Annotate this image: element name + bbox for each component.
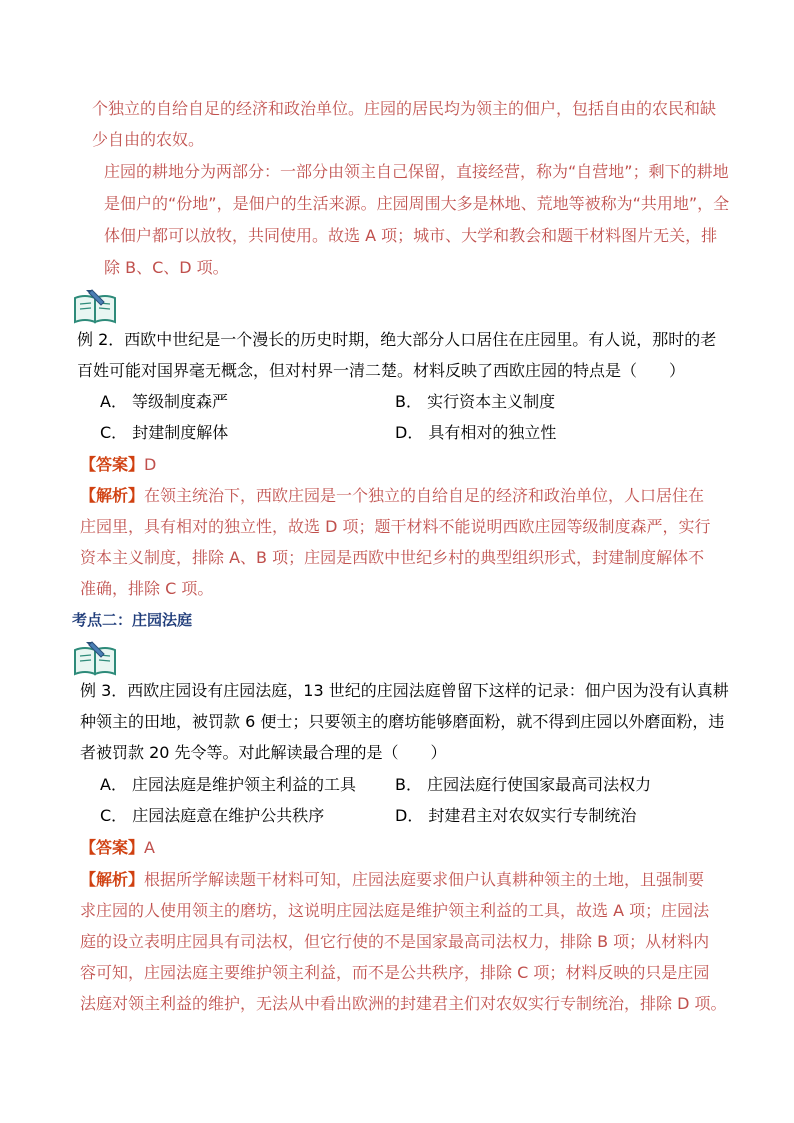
intro-line-2: 少自由的农奴。 — [92, 130, 205, 149]
intro-line-4: 是佃户的“份地”，是佃户的生活来源。庄园周围大多是林地、荒地等被称为“共用地”，全 — [104, 194, 730, 213]
book-pen-icon — [72, 638, 118, 678]
ex3-analysis-line-4: 容可知，庄园法庭主要维护领主利益，而不是公共秩序，排除 C 项；材料反映的只是庄园 — [80, 963, 710, 982]
ex3-option-b[interactable]: B． 庄园法庭行使国家最高司法权力 — [395, 775, 652, 794]
ex2-option-a[interactable]: A． 等级制度森严 — [100, 392, 229, 411]
intro-line-3: 庄园的耕地分为两部分：一部分由领主自己保留，直接经营，称为“自营地”；剩下的耕地 — [104, 162, 729, 181]
ex2-analysis-line-2: 庄园里，具有相对的独立性，故选 D 项；题干材料不能说明西欧庄园等级制度森严，实行 — [80, 517, 711, 536]
answer-value: A — [144, 838, 155, 857]
ex3-analysis-line-5: 法庭对领主利益的维护，无法从中看出欧洲的封建君主们对农奴实行专制统治，排除 D 项。 — [80, 994, 727, 1013]
answer-tag: 【答案】 — [80, 838, 145, 857]
ex3-question-line-2: 种领主的田地，被罚款 6 便士；只要领主的磨坊能够磨面粉，就不得到庄园以外磨面粉，违 — [80, 712, 725, 731]
ex3-option-c[interactable]: C． 庄园法庭意在维护公共秩序 — [100, 806, 325, 825]
analysis-tag: 【解析】 — [80, 870, 145, 889]
ex2-analysis-line-1: 【解析】在领主统治下，西欧庄园是一个独立的自给自足的经济和政治单位，人口居住在 — [80, 486, 705, 505]
ex3-answer — [80, 837, 155, 859]
intro-line-1: 个独立的自给自足的经济和政治单位。庄园的居民均为领主的佃户，包括自由的农民和缺 — [92, 99, 717, 118]
ex2-analysis-line-3: 资本主义制度，排除 A、B 项；庄园是西欧中世纪乡村的典型组织形式，封建制度解体不 — [80, 548, 705, 567]
intro-line-5: 体佃户都可以放牧，共同使用。故选 A 项；城市、大学和教会和题干材料图片无关，排 — [104, 226, 718, 245]
ex2-analysis-line-4: 准确，排除 C 项。 — [80, 579, 214, 598]
answer-value: D — [144, 455, 157, 474]
ex3-analysis-line-1: 【解析】根据所学解读题干材料可知，庄园法庭要求佃户认真耕种领主的土地，且强制要 — [80, 870, 705, 889]
ex2-option-d[interactable]: D． 具有相对的独立性 — [395, 423, 557, 442]
intro-line-6: 除 B、C、D 项。 — [104, 258, 229, 277]
ex3-question-line-3: 者被罚款 20 先令等。对此解读最合理的是（ ） — [80, 743, 447, 762]
ex2-question-line-2: 百姓可能对国界毫无概念，但对村界一清二楚。材料反映了西欧庄园的特点是（ ） — [77, 361, 686, 380]
book-pen-icon — [72, 286, 118, 326]
ex2-option-b[interactable]: B． 实行资本主义制度 — [395, 392, 556, 411]
ex3-option-d[interactable]: D． 封建君主对农奴实行专制统治 — [395, 806, 637, 825]
ex3-analysis-line-2: 求庄园的人使用领主的磨坊，这说明庄园法庭是维护领主利益的工具，故选 A 项；庄园法 — [80, 901, 710, 920]
answer-tag: 【答案】 — [80, 455, 145, 474]
section-title: 考点二：庄园法庭 — [72, 611, 193, 629]
analysis-tag: 【解析】 — [80, 486, 145, 505]
ex2-answer — [80, 454, 156, 476]
ex3-analysis-line-3: 庭的设立表明庄园具有司法权，但它行使的不是国家最高司法权力，排除 B 项；从材料内 — [80, 932, 710, 951]
ex3-option-a[interactable]: A． 庄园法庭是维护领主利益的工具 — [100, 775, 357, 794]
ex3-question-line-1: 例 3．西欧庄园设有庄园法庭，13 世纪的庄园法庭曾留下这样的记录：佃户因为没有认真耕 — [80, 681, 729, 700]
ex2-question-line-1: 例 2．西欧中世纪是一个漫长的历史时期，绝大部分人口居住在庄园里。有人说，那时的老 — [77, 330, 717, 349]
ex2-option-c[interactable]: C． 封建制度解体 — [100, 423, 229, 442]
